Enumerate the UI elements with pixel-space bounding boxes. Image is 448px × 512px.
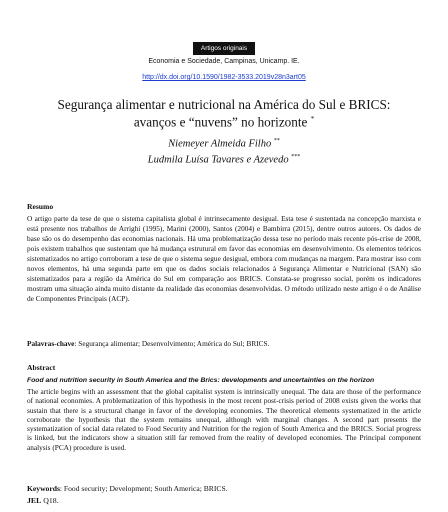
title-line-2: avanços e “nuvens” no horizonte * (133, 114, 315, 130)
english-title: Food and nutrition security in South America and the Brics: developments and uncertainties on the horizon (27, 377, 375, 384)
jel-text: Q18. (41, 496, 59, 505)
title-footnote-mark: * (310, 115, 315, 123)
palavras-chave-label: Palavras-chave (27, 339, 75, 348)
keywords-text: : Food security; Development; South America; BRICS. (59, 484, 228, 493)
journal-citation: Economia e Sociedade, Campinas, Unicamp. IE. (148, 58, 300, 65)
article-title (0, 97, 448, 129)
author-2-footnote-mark: *** (291, 153, 301, 160)
palavras-chave (27, 339, 421, 349)
resumo-text: O artigo parte da tese de que o sistema capitalista global é intrinsecamente desigual. Esta tese é sustentada na concepção marxista e está presente nos trabalhos de Arrighi (1995), Marini (2000), Santos (2004) e Bambirra (2015), dentre outros autores. Os dados de base são os do desempenho das economias nacionais. Há uma problematização dessa tese no período mais recente pós-crise de 2008, pois existem trabalhos que sustentam que há mudança estrutural em favor das economias em desenvolvimento. Os elementos teóricos sistematizados no artigo corroboram a tese de que o sistema segue desigual, embora com mudanças na margem. Para mostrar isso com novos elementos, há uma segunda parte em que os dados sociais relacionados à Segurança Alimentar e Nutricional (SAN) são sistematizados para a região da América do Sul em comparação aos BRICS. Constata-se progresso social, porém os indicadores mostram uma situação ainda muito distante da realidade das economias desenvolvidas. O método utilizado neste artigo é o de Análise de Componentes Principais (ACP). (27, 214, 421, 303)
abstract-text: The article begins with an assessment that the global capitalist system is intrinsically unequal. The data are those of the performance of national economies. A problematization of this hypothesis in the most recent post-crisis period of 2008 exists given the works that sustain that there is a structural change in favor of the developing economies. The theoretical elements systematized in the article corroborate the hypothesis that the system remains unequal, although with marginal changes. A second part presents the systematization of social data related to Food Security and Nutrition for the region of South America and the BRICS. Social progress is linked, but the indicators show a situation still far removed from the reality of developed economies. The Principal component analysis (PCA) procedure is used. (27, 387, 421, 452)
section-badge: Artigos originais (193, 42, 255, 55)
keywords-label: Keywords (27, 484, 60, 493)
author-1: Niemeyer Almeida Filho ** (168, 138, 280, 150)
article-header (0, 0, 448, 84)
title-line-1: Segurança alimentar e nutricional na América do Sul e BRICS: (57, 97, 391, 112)
doi-link[interactable]: http://dx.doi.org/10.1590/1982-3533.2019v28n3art05 (142, 74, 306, 81)
keywords (27, 484, 228, 493)
abstract-heading: Abstract (27, 363, 56, 372)
jel-label: JEL (27, 496, 42, 505)
author-list (0, 135, 448, 166)
palavras-chave-text: : Segurança alimentar; Desenvolvimento; América do Sul; BRICS. (74, 339, 270, 348)
resumo-heading: Resumo (27, 202, 54, 211)
jel-codes (27, 496, 59, 505)
author-2: Ludmila Luísa Tavares e Azevedo *** (147, 153, 301, 165)
author-1-footnote-mark: ** (273, 138, 280, 144)
